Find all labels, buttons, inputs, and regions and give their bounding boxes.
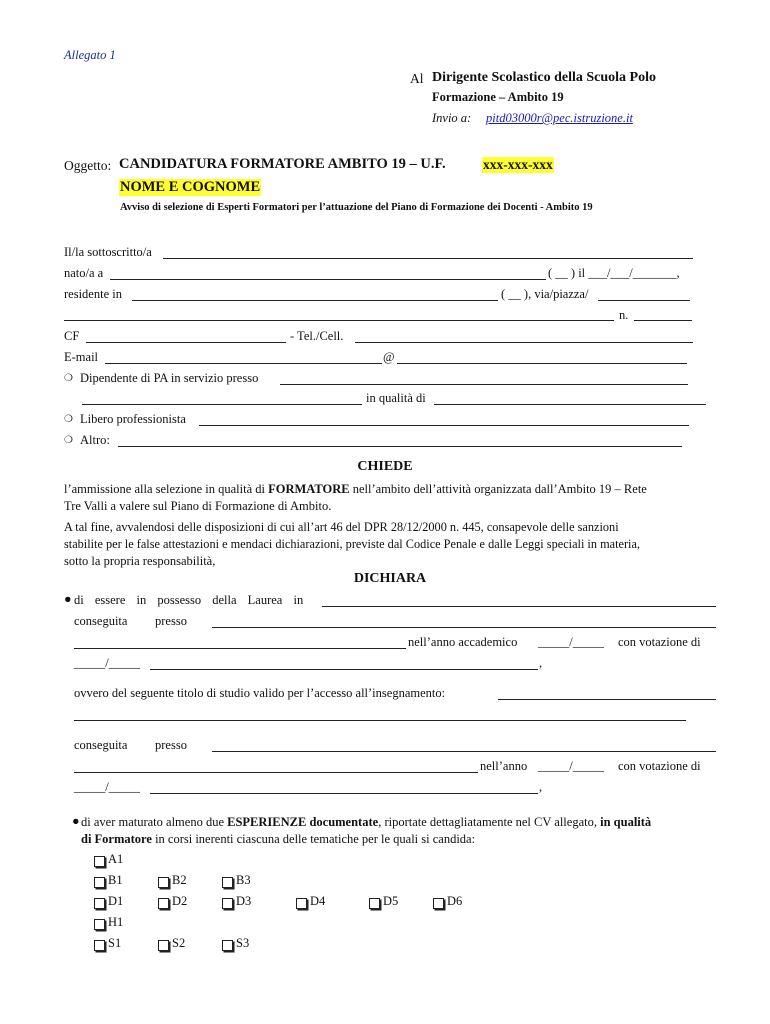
topic-s2: S2 [172,936,186,950]
nato-line[interactable] [110,279,546,280]
email-label: E-mail [64,350,99,364]
esperienze-line2: di Formatore in corsi inerenti ciascuna delle tematiche per le quali si candida: [81,832,476,846]
email-user-line[interactable] [105,363,382,364]
ring-bullet-icon[interactable]: ❍ [64,414,73,425]
dot-bullet-icon: ● [72,814,80,828]
checkbox-icon-s1[interactable] [94,940,105,951]
altro-line[interactable] [118,446,682,447]
libero-line[interactable] [199,425,689,426]
topic-b3: B3 [236,873,251,887]
laurea-detail-line[interactable] [74,648,406,649]
via-line[interactable] [598,300,690,301]
topic-a1: A1 [108,852,124,866]
topic-d4: D4 [310,894,326,908]
laurea-label: di essere in possesso della Laurea in [74,593,304,607]
al-label: Al [410,71,424,86]
qualita-label: in qualità di [366,391,426,405]
ring-bullet-icon[interactable]: ❍ [64,435,73,446]
checkbox-icon-d6[interactable] [433,898,444,909]
checkbox-icon-d3[interactable] [222,898,233,909]
checkbox-icon-s2[interactable] [158,940,169,951]
votazione-blank[interactable]: _____/_____ [74,656,140,670]
topic-d6: D6 [447,894,463,908]
topic-b1: B1 [108,873,123,887]
cf-label: CF [64,329,80,343]
subject-code: xxx-xxx-xxx [483,157,553,172]
topic-d5: D5 [383,894,399,908]
numero-label: n. [619,308,629,322]
checkbox-icon-b2[interactable] [158,877,169,888]
votazione-label-2: con votazione di [618,759,701,773]
invio-label: Invio a: [432,111,472,125]
nell-anno-blank[interactable]: _____/_____ [538,759,604,773]
comma-1: , [539,656,543,670]
checkbox-icon-s3[interactable] [222,940,233,951]
topic-d2: D2 [172,894,188,908]
comma-2: , [539,780,543,794]
conseguita-label: conseguita [74,614,128,628]
titolo-detail-line[interactable] [74,772,478,773]
votazione-label: con votazione di [618,635,701,649]
presso-line-2[interactable] [212,751,716,752]
email-domain-line[interactable] [397,363,687,364]
invio-email-link[interactable]: pitd03000r@pec.istruzione.it [486,111,633,125]
tel-label: - Tel./Cell. [290,329,344,343]
subject-title: CANDIDATURA FORMATORE AMBITO 19 – U.F. [119,156,446,172]
dipendente-line-2[interactable] [82,404,362,405]
tel-line[interactable] [355,342,693,343]
topic-d1: D1 [108,894,124,908]
anno-accademico-blank[interactable]: _____/_____ [538,635,604,649]
allegato-label: Allegato 1 [64,48,116,62]
checkbox-icon-b1[interactable] [94,877,105,888]
residente-prov: ( __ ), via/piazza/ [501,287,589,301]
topic-s3: S3 [236,936,250,950]
chiede-p2-line3: sotto la propria responsabilità, [64,554,216,568]
ring-bullet-icon[interactable]: ❍ [64,373,73,384]
subject-name: NOME E COGNOME [120,179,261,195]
topic-h1: H1 [108,915,124,929]
recipient-line1: Dirigente Scolastico della Scuola Polo [432,70,656,85]
presso-line[interactable] [212,627,716,628]
checkbox-icon-d1[interactable] [94,898,105,909]
esperienze-line1: di aver maturato almeno due ESPERIENZE documentate, riportate dettagliatamente nel CV allegato, in qualità [81,815,652,829]
dipendente-line[interactable] [280,384,688,385]
sottoscritto-label: Il/la sottoscritto/a [64,245,152,259]
dichiara-heading: DICHIARA [353,571,427,586]
qualita-line[interactable] [434,404,706,405]
chiede-p2-line1: A tal fine, avvalendosi delle disposizioni di cui all’art 46 del DPR 28/12/2000 n. 445, consapevole delle sanzioni [64,520,619,534]
at-sign: @ [383,350,395,364]
presso-label: presso [155,614,187,628]
oggetto-label: Oggetto: [64,158,112,173]
checkbox-icon-d5[interactable] [369,898,380,909]
libero-label: Libero professionista [80,412,186,426]
presso-label-2: presso [155,738,187,752]
topic-d3: D3 [236,894,252,908]
ovvero-line[interactable] [498,699,716,700]
chiede-p2-line2: stabilite per le false attestazioni e mendaci dichiarazioni, previste dal Codice Penale e dalle Leggi speciali in materia, [64,537,641,551]
residente-label: residente in [64,287,122,301]
checkbox-icon-d4[interactable] [296,898,307,909]
numero-line[interactable] [634,320,692,321]
ovvero-line-2[interactable] [74,720,686,721]
dot-bullet-icon: ● [64,592,72,606]
residente-line[interactable] [132,300,498,301]
checkbox-icon-h1[interactable] [94,919,105,930]
checkbox-icon-b3[interactable] [222,877,233,888]
conseguita-label-2: conseguita [74,738,128,752]
nato-label: nato/a a [64,266,104,280]
chiede-p1-line1: l’ammissione alla selezione in qualità di FORMATORE nell’ambito dell’attività organizzata dall’Ambito 19 – Rete [64,482,647,496]
altro-label: Altro: [80,433,110,447]
checkbox-icon-a1[interactable] [94,856,105,867]
votazione-line-2[interactable] [150,793,538,794]
checkbox-icon-d2[interactable] [158,898,169,909]
nato-prov-date: ( __ ) il ___/___/_______, [548,266,680,280]
recipient-line2: Formazione – Ambito 19 [432,90,564,104]
topic-s1: S1 [108,936,122,950]
topic-b2: B2 [172,873,187,887]
laurea-line[interactable] [322,606,716,607]
avviso-text: Avviso di selezione di Esperti Formatori per l’attuazione del Piano di Formazione dei Docenti - Ambito 19 [120,202,593,213]
chiede-heading: CHIEDE [357,459,413,474]
sottoscritto-line[interactable] [163,258,693,259]
cf-line[interactable] [86,342,286,343]
chiede-p1-line2: Tre Valli a valere sul Piano di Formazione di Ambito. [64,499,332,513]
votazione-blank-2[interactable]: _____/_____ [74,780,140,794]
address-line[interactable] [64,320,614,321]
dipendente-label: Dipendente di PA in servizio presso [80,371,259,385]
votazione-line[interactable] [150,669,538,670]
nell-anno-label: nell’anno [480,759,528,773]
anno-accademico-label: nell’anno accademico [408,635,518,649]
ovvero-label: ovvero del seguente titolo di studio valido per l’accesso all’insegnamento: [74,686,446,700]
